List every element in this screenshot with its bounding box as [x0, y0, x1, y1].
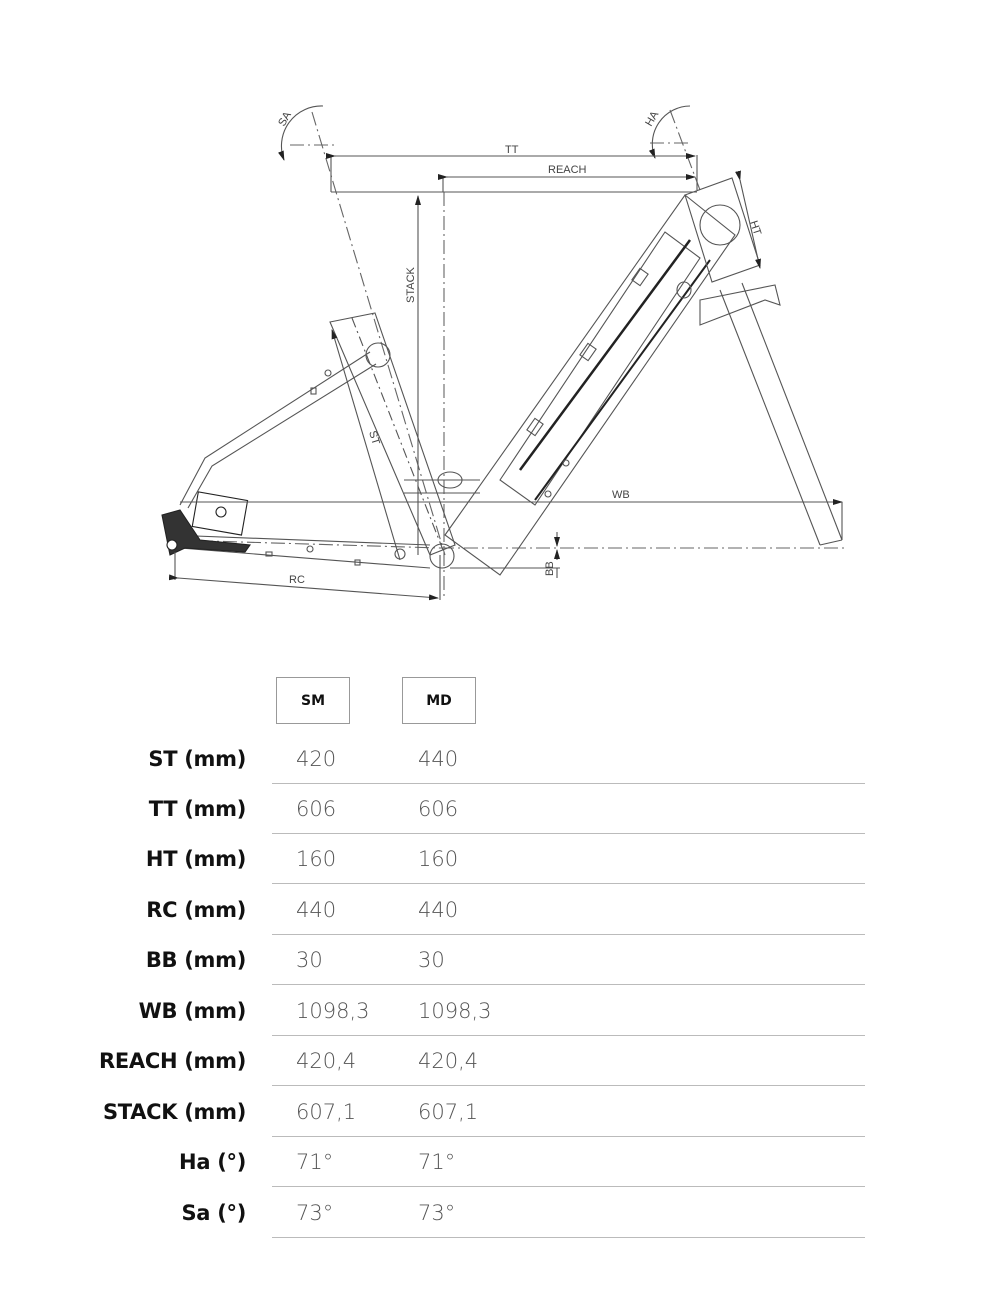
st-dimension — [332, 330, 400, 560]
row-divider — [272, 783, 865, 784]
table-row — [0, 886, 1001, 936]
bb-label: BB — [544, 561, 556, 576]
row-divider — [272, 1085, 865, 1086]
chain-stay — [170, 535, 430, 568]
st-label: ST — [366, 429, 382, 447]
row-label: REACH (mm) — [98, 1049, 246, 1073]
row-divider — [272, 883, 865, 884]
table-row — [0, 1037, 1001, 1087]
ht-label: HT — [747, 219, 764, 237]
value-md: 1098,3 — [418, 999, 492, 1023]
value-sm: 30 — [296, 948, 323, 972]
value-sm: 440 — [296, 898, 337, 922]
value-sm: 606 — [296, 797, 337, 821]
tt-label: TT — [505, 144, 519, 156]
seat-tube — [330, 313, 455, 555]
table-row — [0, 1088, 1001, 1138]
row-divider — [272, 934, 865, 935]
ha-label: HA — [643, 109, 662, 129]
value-sm: 420 — [296, 747, 337, 771]
value-md: 71° — [418, 1150, 456, 1174]
row-label: RC (mm) — [146, 898, 246, 922]
row-divider — [272, 1136, 865, 1137]
table-row — [0, 1138, 1001, 1188]
value-sm: 71° — [296, 1150, 334, 1174]
row-label: WB (mm) — [138, 999, 246, 1023]
value-sm: 607,1 — [296, 1100, 357, 1124]
table-row — [0, 1189, 1001, 1239]
table-row — [0, 735, 1001, 785]
fork — [720, 283, 842, 545]
value-md: 73° — [418, 1201, 456, 1225]
value-sm: 160 — [296, 847, 337, 871]
row-label: STACK (mm) — [102, 1100, 246, 1124]
row-label: BB (mm) — [145, 948, 246, 972]
value-sm: 420,4 — [296, 1049, 357, 1073]
row-label: Sa (°) — [181, 1201, 246, 1225]
reach-label: REACH — [548, 164, 587, 176]
row-divider — [272, 1035, 865, 1036]
value-sm: 73° — [296, 1201, 334, 1225]
value-md: 420,4 — [418, 1049, 479, 1073]
table-row — [0, 835, 1001, 885]
stack-label: STACK — [405, 267, 417, 303]
row-label: HT (mm) — [145, 847, 246, 871]
value-sm: 1098,3 — [296, 999, 370, 1023]
wb-label: WB — [612, 489, 630, 501]
sa-label: SA — [276, 109, 294, 129]
row-label: ST (mm) — [148, 747, 246, 771]
rc-dimension — [178, 578, 438, 598]
table-row — [0, 987, 1001, 1037]
rear-dropout — [162, 492, 250, 555]
seat-axis-line — [175, 110, 845, 600]
row-divider — [272, 833, 865, 834]
row-divider — [272, 1186, 865, 1187]
row-label: TT (mm) — [148, 797, 246, 821]
value-md: 30 — [418, 948, 445, 972]
seat-stay — [180, 352, 376, 508]
table-row — [0, 936, 1001, 986]
row-label: Ha (°) — [179, 1150, 246, 1174]
down-tube — [445, 195, 735, 575]
row-divider — [272, 1237, 865, 1238]
size-header-sm[interactable]: SM — [276, 677, 350, 724]
value-md: 440 — [418, 898, 459, 922]
value-md: 160 — [418, 847, 459, 871]
head-tube — [685, 178, 780, 325]
bike-geometry-diagram — [0, 0, 1001, 640]
value-md: 606 — [418, 797, 459, 821]
value-md: 440 — [418, 747, 459, 771]
table-row — [0, 785, 1001, 835]
rc-label: RC — [289, 574, 305, 586]
value-md: 607,1 — [418, 1100, 479, 1124]
size-header-md[interactable]: MD — [402, 677, 476, 724]
row-divider — [272, 984, 865, 985]
